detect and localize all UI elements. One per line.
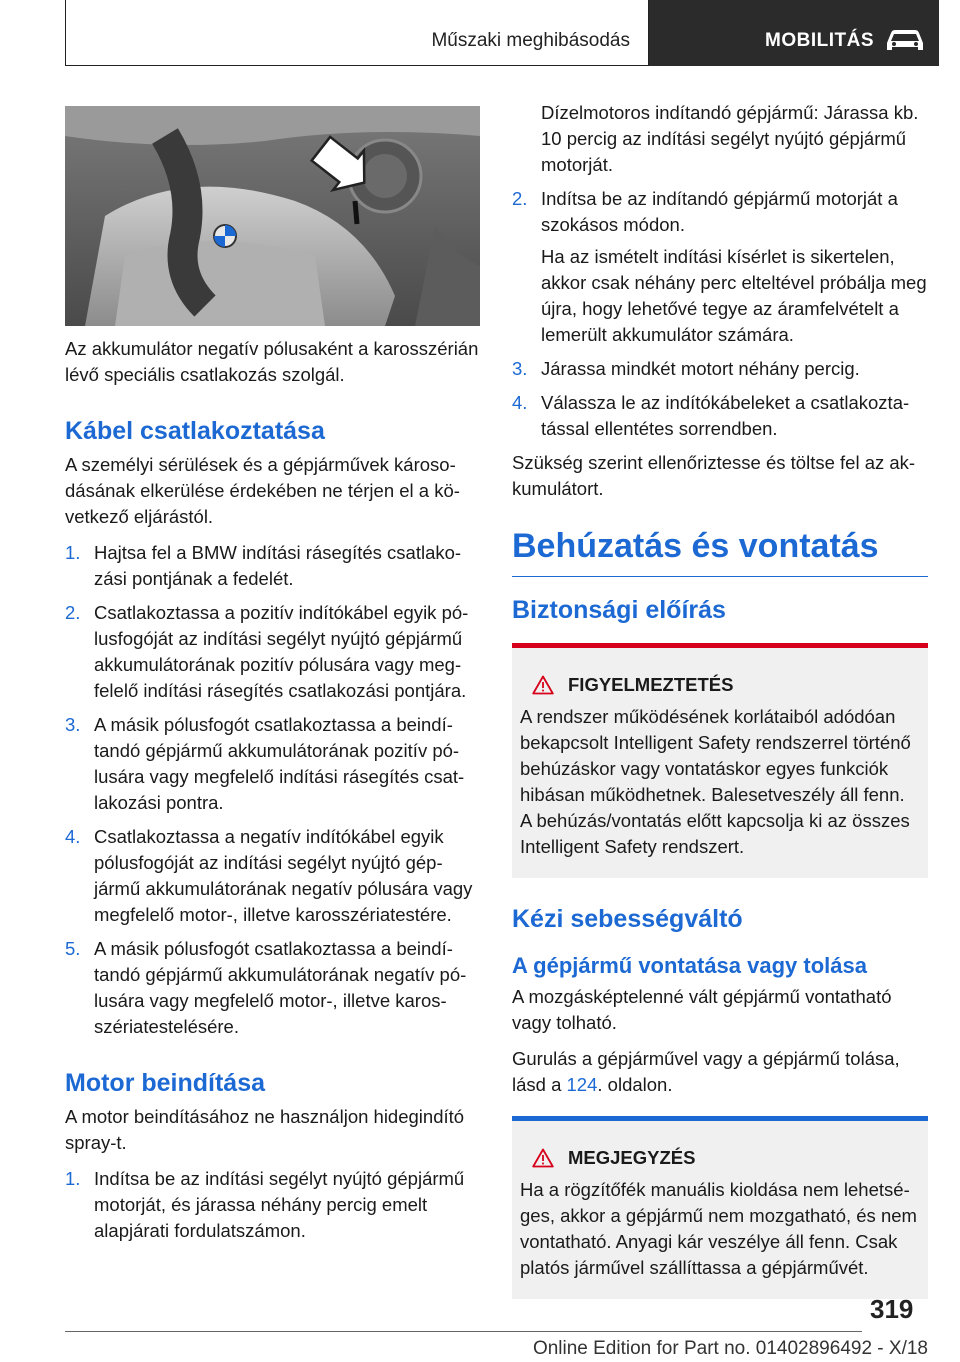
engine-steps-list-start	[65, 1166, 480, 1244]
warning-triangle-icon	[532, 1148, 554, 1168]
heading-manual-transmission: Kézi sebességváltó	[512, 905, 743, 933]
page-number: 319	[870, 1294, 914, 1324]
manual-paragraph-1: A mozgásképtelenné vált gépjármű vontatható vagy tolható.	[512, 986, 892, 1033]
cable-intro: A személyi sérülések és a gépjárművek károsodásának elkerülése érdekében ne térjen el a következő eljárástól.	[65, 454, 460, 527]
engine-bay-photo	[65, 106, 480, 326]
step-number: 5.	[65, 938, 81, 959]
step-extra-text: Ha az ismételt indítási kísérlet is sikertelen, akkor csak néhány perc elteltével próbálja meg újra, hogy lehetővé tegye az áramfelvételt a lemerült akkumulátor számára.	[541, 246, 927, 345]
step-text: A másik pólusfogót csatlakoztassa a beindítandó gépjármű akkumulátorának pozitív pólusára vagy megfelelő indítási rásegítés csatlakozási pontra.	[94, 714, 465, 813]
list-item	[512, 390, 928, 442]
photo-caption: Az akkumulátor negatív pólusaként a karosszérián lévő speciális csatlakozás szolgál.	[65, 338, 479, 385]
list-item	[65, 600, 480, 704]
chapter-label: MOBILITÁS	[765, 30, 874, 51]
step-text: A másik pólusfogót csatlakoztassa a beindítandó gépjármű akkumulátorának negatív pólusára vagy megfelelő motor-, illetve karosszériatestelésére.	[94, 938, 467, 1037]
manual-p2-text: Gurulás a gépjárművel vagy a gépjármű tolása, lásd a	[512, 1048, 900, 1095]
list-item	[65, 1166, 480, 1244]
step-number: 3.	[512, 358, 528, 379]
step-number: 2.	[65, 602, 81, 623]
manual-p2-suffix: . oldalon.	[597, 1074, 673, 1095]
heading-towing: Behúzatás és vontatás	[512, 526, 928, 577]
step-text: Csatlakoztassa a negatív indítókábel egyik pólusfogóját az indítási segélyt nyújtó gépjármű akkumulátorának negatív pólusára vagy megfelelő motor-, illetve karosszériatestére.	[94, 826, 473, 925]
section-title: Műszaki meghibásodás	[431, 30, 630, 51]
engine-outro: Szükség szerint ellenőriztesse és töltse fel az akkumulátort.	[512, 452, 916, 499]
right-column	[512, 100, 928, 1299]
warning-title: FIGYELMEZTETÉS	[568, 674, 734, 695]
step-number: 4.	[65, 826, 81, 847]
left-column	[65, 336, 480, 1252]
header-chapter-box	[649, 0, 939, 66]
step-text: Csatlakoztassa a pozitív indítókábel egyik pólusfogóját az indítási segélyt nyújtó gépjármű akkumulátorának pozitív pólusára vagy megfelelő indítási rásegítés csatlakozási pontjára.	[94, 602, 469, 701]
note-title: MEGJEGYZÉS	[568, 1147, 696, 1168]
car-icon	[883, 27, 927, 53]
heading-cable-connection: Kábel csatlakoztatása	[65, 417, 325, 445]
warning-header	[532, 672, 920, 698]
step-number: 4.	[512, 392, 528, 413]
step-number: 2.	[512, 188, 528, 209]
step-text: Hajtsa fel a BMW indítási rásegítés csatlakozási pontjának a fedelét.	[94, 542, 462, 589]
step-text: Válassza le az indítókábeleket a csatlakoztatással ellentétes sorrendben.	[541, 392, 910, 439]
note-box	[512, 1116, 928, 1299]
heading-engine-start: Motor beindítása	[65, 1069, 266, 1097]
note-header	[532, 1145, 920, 1171]
step-number: 3.	[65, 714, 81, 735]
step-number: 1.	[65, 1168, 81, 1189]
step-number: 1.	[65, 542, 81, 563]
header-section-box	[65, 0, 649, 66]
list-item	[65, 540, 480, 592]
step-text: Indítsa be az indítási segélyt nyújtó gépjármű motorját, és járassa néhány percig emelt alapjárati fordulatszámon.	[94, 1168, 465, 1241]
step-text: Indítsa be az indítandó gépjármű motorját a szokásos módon.	[541, 188, 898, 235]
footer-edition: Online Edition for Part no. 01402896492 - X/18	[532, 1338, 928, 1359]
warning-triangle-icon	[532, 675, 554, 695]
warning-box	[512, 643, 928, 878]
list-item	[65, 824, 480, 928]
warning-text: A rendszer működésének korlátaiból adódóan bekapcsolt Intelligent Safety rendszerrel történő behúzáskor vagy vontatáskor egyes funkciók hibásan működhetnek. Balesetveszély áll fenn. A behúzás/vontatás előtt kapcsolja ki az összes Intelligent Safety rendszert.	[520, 706, 911, 857]
footer-divider	[65, 1331, 862, 1332]
manual-paragraph-2	[512, 1046, 928, 1098]
list-item	[512, 186, 928, 348]
list-item	[512, 356, 928, 382]
engine-intro: A motor beindításához ne használjon hidegindító spray-t.	[65, 1106, 465, 1153]
note-text: Ha a rögzítőfék manuális kioldása nem lehetséges, akkor a gépjármű nem mozgatható, és nem vontatható. Anyagi kár veszélye áll fenn. Csak platós járművel szállíttassa a gépjárművét.	[520, 1179, 917, 1278]
cable-steps-list	[65, 540, 480, 1040]
list-item	[65, 936, 480, 1040]
step-text: Járassa mindkét motort néhány percig.	[541, 358, 860, 379]
page-reference-link[interactable]: 124	[566, 1074, 598, 1095]
engine-step1-continuation: Dízelmotoros indítandó gépjármű: Járassa kb. 10 percig az indítási segélyt nyújtó gépjármű motorját.	[541, 102, 919, 175]
heading-safety: Biztonsági előírás	[512, 596, 726, 624]
list-item	[65, 712, 480, 816]
engine-steps-list-cont	[512, 186, 928, 442]
heading-tow-or-push: A gépjármű vontatása vagy tolása	[512, 953, 867, 978]
